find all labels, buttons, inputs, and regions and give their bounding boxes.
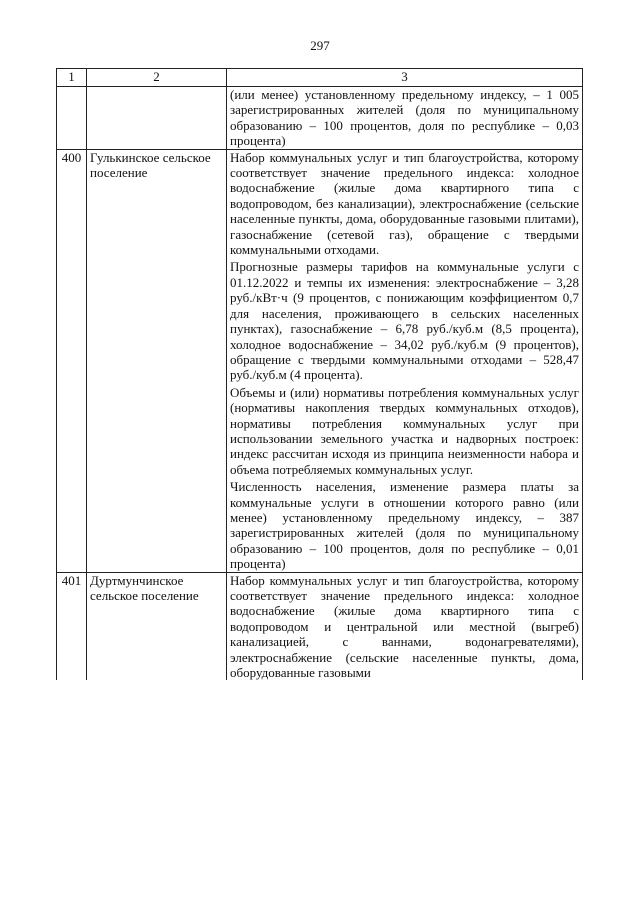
tariff-table xyxy=(56,68,583,680)
row-description xyxy=(227,149,583,572)
row-number: 401 xyxy=(57,572,87,680)
table-row-continuation xyxy=(57,87,583,150)
paragraph-population: Численность населения, изменение размера платы за коммунальные услуги в отношении которого равно (или менее) установленному предельному индексу, – 387 зарегистрированных жителей (доля по муниципальному образованию – 100 процентов, доля по республике – 0,01 процента) xyxy=(230,479,579,572)
settlement-name xyxy=(87,87,227,150)
paragraph: (или менее) установленному предельному индексу, – 1 005 зарегистрированных жителей (доля по муниципальному образованию – 100 процентов, доля по республике – 0,03 процента) xyxy=(230,87,579,149)
row-description xyxy=(227,87,583,150)
paragraph-services: Набор коммунальных услуг и тип благоустройства, которому соответствует значение предельного индекса: холодное водоснабжение (жилые дома квартирного типа с водопроводом, без канализации), электроснабжение (сельские населенные пункты, дома, оборудованные газовыми плитами), газоснабжение (сетевой газ), обращение с твердыми коммунальными отходами. xyxy=(230,149,579,258)
page-number: 297 xyxy=(310,38,330,53)
paragraph-services: Набор коммунальных услуг и тип благоустройства, которому соответствует значение предельного индекса: холодное водоснабжение (жилые дома квартирного типа с водопроводом и центральной или местной (выгреб) канализацией, с ваннами, водонагревателями), электроснабжение (сельские населенные пункты, дома, оборудованные газовыми xyxy=(230,572,579,681)
header-col-1: 1 xyxy=(57,69,87,87)
row-description xyxy=(227,572,583,680)
row-number: 400 xyxy=(57,149,87,572)
header-col-2: 2 xyxy=(87,69,227,87)
table-row-401 xyxy=(57,572,583,680)
settlement-name: Дуртмунчинское сельское поселение xyxy=(87,572,227,680)
table-header-row xyxy=(57,69,583,87)
settlement-name: Гулькинское сельское поселение xyxy=(87,149,227,572)
paragraph-tariffs: Прогнозные размеры тарифов на коммунальные услуги с 01.12.2022 и темпы их изменения: электроснабжение – 3,28 руб./кВт·ч (9 процентов, с понижающим коэффициентом 0,7 для населения, проживающего в сельских населенных пунктах), газоснабжение – 6,78 руб./куб.м (8,5 процента), холодное водоснабжение – 34,02 руб./куб.м (9 процентов), обращение с твердыми коммунальными отходами – 528,47 руб./куб.м (4 процента). xyxy=(230,259,579,383)
header-col-3: 3 xyxy=(227,69,583,87)
table-row-400 xyxy=(57,149,583,572)
row-number xyxy=(57,87,87,150)
paragraph-volumes: Объемы и (или) нормативы потребления коммунальных услуг (нормативы накопления твердых коммунальных отходов), нормативы потребления коммунальных услуг при использовании земельного участка и надворных построек: индекс рассчитан исходя из принципа неизменности набора и объема потребляемых коммунальных услуг. xyxy=(230,384,579,477)
